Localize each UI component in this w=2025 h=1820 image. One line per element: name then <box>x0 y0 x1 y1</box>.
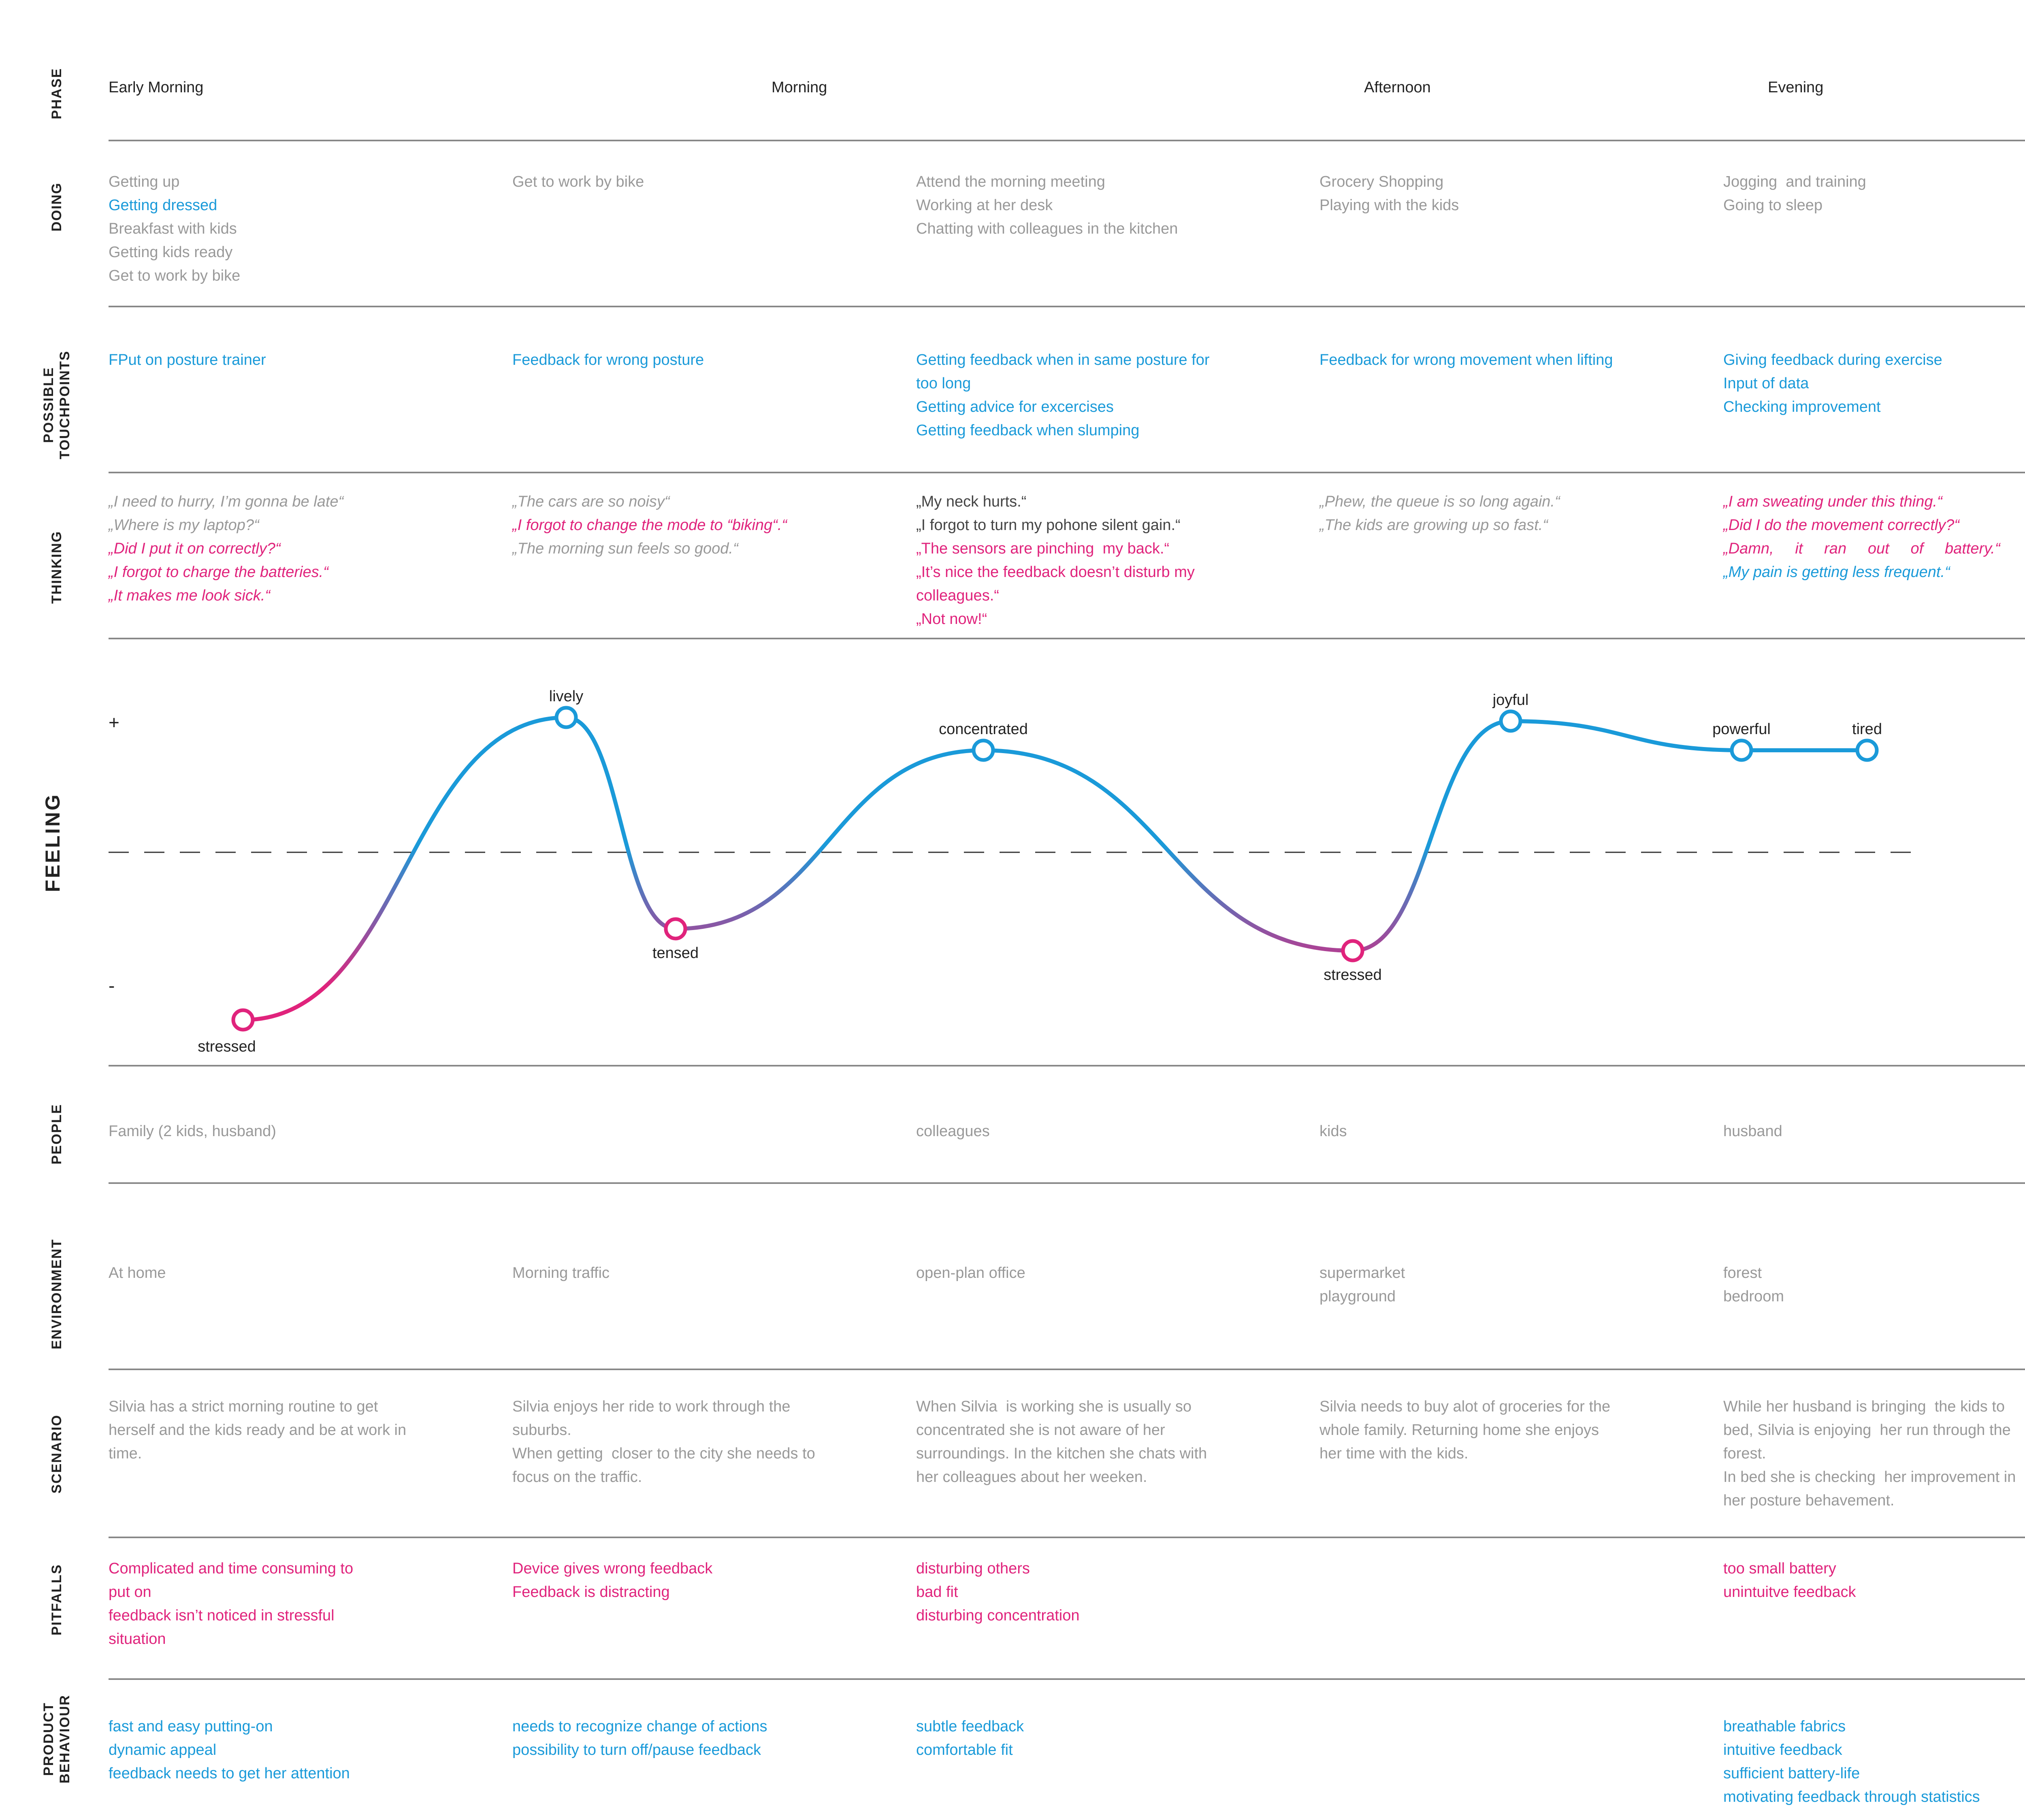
scenario-item: bed, Silvia is enjoying her run through the <box>1723 1422 2011 1439</box>
pitfalls-item: disturbing concentration <box>916 1607 1080 1624</box>
scenario-item: While her husband is bringing the kids to <box>1723 1398 2005 1415</box>
phase-morning: Morning <box>772 79 827 96</box>
pitfalls-item: bad fit <box>916 1584 958 1601</box>
environment-item: bedroom <box>1723 1288 1784 1305</box>
row-label-touchpoints <box>40 324 73 486</box>
feeling-point-label-6: powerful <box>1712 721 1771 738</box>
row-label-product <box>40 1658 73 1820</box>
scenario-item: When Silvia is working she is usually so <box>916 1398 1192 1415</box>
feeling-point-label-4: stressed <box>1324 966 1382 983</box>
doing-item: Getting kids ready <box>109 244 233 261</box>
doing-cell <box>916 170 1224 241</box>
touchpoints-cell <box>916 348 1224 442</box>
row-label-doing: DOING <box>49 182 64 232</box>
feeling-point-label-3: concentrated <box>939 721 1028 738</box>
feeling-curve-line <box>243 717 1867 1020</box>
feeling-point-label-1: lively <box>549 688 584 705</box>
product-item: sufficient battery-life <box>1723 1765 1860 1782</box>
divider-thinking <box>109 638 2025 639</box>
scenario-item: When getting closer to the city she needs to <box>512 1445 815 1462</box>
divider-phase <box>109 140 2025 141</box>
people-cell <box>1319 1120 1627 1143</box>
thinking-item: „My neck hurts.“ <box>916 493 1027 510</box>
divider-doing <box>109 306 2025 307</box>
scenario-cell <box>1319 1395 1627 1465</box>
pitfalls-item: Complicated and time consuming to <box>109 1560 354 1577</box>
thinking-item: „Did I put it on correctly?“ <box>109 540 281 557</box>
scenario-item: whole family. Returning home she enjoys <box>1319 1422 1599 1439</box>
scenario-cell <box>512 1395 820 1489</box>
thinking-item: „I am sweating under this thing.“ <box>1723 493 1942 510</box>
thinking-item: „Phew, the queue is so long again.“ <box>1319 493 1560 510</box>
people-cell <box>1723 1120 2025 1143</box>
scenario-item: Silvia needs to buy alot of groceries for the <box>1319 1398 1611 1415</box>
row-label-product-2: BEHAVIOUR <box>57 1694 72 1784</box>
touchpoints-cell <box>1723 348 2025 419</box>
thinking-item: „It makes me look sick.“ <box>109 587 271 604</box>
scenario-item: suburbs. <box>512 1422 571 1439</box>
environment-cell <box>1723 1261 2025 1308</box>
product-item: intuitive feedback <box>1723 1741 1842 1758</box>
product-cell <box>109 1715 416 1785</box>
environment-cell <box>1319 1261 1627 1308</box>
row-label-touchpoints-2: TOUCHPOINTS <box>57 350 72 460</box>
feeling-point-7 <box>1857 741 1877 760</box>
environment-item: At home <box>109 1264 166 1281</box>
thinking-item: „I forgot to change the mode to “biking“.“ <box>512 517 787 534</box>
touchpoints-item: Checking improvement <box>1723 398 1881 415</box>
scenario-cell <box>1723 1395 2025 1512</box>
feeling-point-0 <box>233 1010 253 1030</box>
doing-item: Grocery Shopping <box>1319 173 1444 190</box>
row-label-scenario: SCENARIO <box>49 1414 64 1494</box>
doing-item: Breakfast with kids <box>109 220 237 237</box>
doing-item: Playing with the kids <box>1319 197 1459 214</box>
phase-evening: Evening <box>1768 79 1824 96</box>
product-item: needs to recognize change of actions <box>512 1718 767 1735</box>
thinking-cell <box>1723 490 2025 584</box>
environment-cell <box>916 1261 1224 1285</box>
divider-feeling <box>109 1065 2025 1066</box>
doing-cell <box>1723 170 2025 217</box>
doing-item: Jogging and training <box>1723 173 1866 190</box>
touchpoints-item: Input of data <box>1723 375 1809 392</box>
product-item: motivating feedback through statistics <box>1723 1788 1980 1805</box>
environment-item: forest <box>1723 1264 1762 1281</box>
scenario-cell <box>109 1395 416 1465</box>
environment-item: open-plan office <box>916 1264 1025 1281</box>
touchpoints-cell <box>1319 348 1627 372</box>
people-cell <box>916 1120 1224 1143</box>
row-label-touchpoints-1: POSSIBLE <box>41 367 56 443</box>
scenario-item: forest. <box>1723 1445 1766 1462</box>
environment-cell <box>512 1261 820 1285</box>
pitfalls-item: too small battery <box>1723 1560 1836 1577</box>
row-label-product-1: PRODUCT <box>41 1702 56 1776</box>
scenario-item: focus on the traffic. <box>512 1469 642 1486</box>
doing-item: Get to work by bike <box>109 267 241 284</box>
thinking-item: „Did I do the movement correctly?“ <box>1723 517 1959 534</box>
thinking-item: „My pain is getting less frequent.“ <box>1723 564 1950 581</box>
thinking-item: „I forgot to turn my pohone silent gain.“ <box>916 517 1181 534</box>
scenario-item: concentrated she is not aware of her <box>916 1422 1165 1439</box>
thinking-item: „The sensors are pinching my back.“ <box>916 540 1170 557</box>
row-label-feeling: FEELING <box>41 793 64 892</box>
thinking-cell <box>1319 490 1627 537</box>
thinking-item: „The morning sun feels so good.“ <box>512 540 738 557</box>
feeling-point-6 <box>1732 741 1751 760</box>
people-item: husband <box>1723 1123 1782 1140</box>
product-cell <box>512 1715 820 1762</box>
pitfalls-item: put on <box>109 1584 151 1601</box>
pitfalls-item: Device gives wrong feedback <box>512 1560 713 1577</box>
touchpoints-item: Getting feedback when in same posture for <box>916 351 1210 368</box>
people-item: kids <box>1319 1123 1347 1140</box>
thinking-cell <box>916 490 1224 631</box>
product-item: subtle feedback <box>916 1718 1024 1735</box>
touchpoints-item: Giving feedback during exercise <box>1723 351 1942 368</box>
thinking-cell <box>109 490 416 607</box>
environment-item: playground <box>1319 1288 1396 1305</box>
feeling-point-label-5: joyful <box>1492 692 1529 709</box>
pitfalls-item: disturbing others <box>916 1560 1030 1577</box>
touchpoints-item: too long <box>916 375 971 392</box>
product-item: fast and easy putting-on <box>109 1718 273 1735</box>
feeling-point-label-0: stressed <box>198 1038 256 1055</box>
product-item: feedback needs to get her attention <box>109 1765 350 1782</box>
scenario-item: her time with the kids. <box>1319 1445 1469 1462</box>
product-item: dynamic appeal <box>109 1741 217 1758</box>
touchpoints-cell <box>512 348 820 372</box>
phase-afternoon: Afternoon <box>1364 79 1431 96</box>
pitfalls-item: feedback isn’t noticed in stressful <box>109 1607 335 1624</box>
pitfalls-cell <box>1723 1557 2025 1604</box>
scenario-item: her colleagues about her weeken. <box>916 1469 1147 1486</box>
feeling-point-label-2: tensed <box>652 945 699 962</box>
doing-item: Chatting with colleagues in the kitchen <box>916 220 1178 237</box>
divider-people <box>109 1182 2025 1184</box>
touchpoints-item: FPut on posture trainer <box>109 351 266 368</box>
thinking-item: „The kids are growing up so fast.“ <box>1319 517 1548 534</box>
people-cell <box>109 1120 416 1143</box>
divider-environment <box>109 1369 2025 1370</box>
touchpoints-item: Feedback for wrong posture <box>512 351 704 368</box>
product-item: comfortable fit <box>916 1741 1013 1758</box>
divider-touchpoints <box>109 472 2025 473</box>
doing-item: Going to sleep <box>1723 197 1823 214</box>
touchpoints-item: Feedback for wrong movement when lifting <box>1319 351 1613 368</box>
doing-item: Attend the morning meeting <box>916 173 1105 190</box>
row-label-pitfalls: PITFALLS <box>49 1564 64 1636</box>
divider-pitfalls <box>109 1678 2025 1680</box>
thinking-cell <box>512 490 820 560</box>
feeling-minus-label: - <box>109 975 115 996</box>
product-item: breathable fabrics <box>1723 1718 1846 1735</box>
people-item: colleagues <box>916 1123 990 1140</box>
scenario-item: her posture behavement. <box>1723 1492 1895 1509</box>
doing-item: Get to work by bike <box>512 173 644 190</box>
pitfalls-item: unintuitve feedback <box>1723 1584 1856 1601</box>
scenario-item: Silvia has a strict morning routine to get <box>109 1398 378 1415</box>
scenario-item: In bed she is checking her improvement in <box>1723 1469 2016 1486</box>
pitfalls-item: Feedback is distracting <box>512 1584 670 1601</box>
touchpoints-cell <box>109 348 416 372</box>
thinking-item: „Where is my laptop?“ <box>109 517 259 534</box>
thinking-item: „Not now!“ <box>916 611 987 628</box>
product-item: possibility to turn off/pause feedback <box>512 1741 761 1758</box>
feeling-plus-label: + <box>109 712 119 733</box>
doing-cell <box>1319 170 1627 217</box>
feeling-point-label-7: tired <box>1852 721 1882 738</box>
environment-item: supermarket <box>1319 1264 1405 1281</box>
touchpoints-item: Getting feedback when slumping <box>916 422 1140 439</box>
scenario-cell <box>916 1395 1224 1489</box>
thinking-item: „I forgot to charge the batteries.“ <box>109 564 328 581</box>
product-cell <box>916 1715 1224 1762</box>
feeling-point-3 <box>974 741 993 760</box>
thinking-item: „Damn, it ran out of battery.“ <box>1723 540 2000 557</box>
feeling-point-2 <box>666 919 685 939</box>
touchpoints-item: Getting advice for excercises <box>916 398 1114 415</box>
environment-item: Morning traffic <box>512 1264 610 1281</box>
pitfalls-cell <box>916 1557 1224 1627</box>
divider-scenario <box>109 1537 2025 1538</box>
feeling-point-5 <box>1501 711 1520 731</box>
pitfalls-cell <box>109 1557 416 1651</box>
scenario-item: Silvia enjoys her ride to work through the <box>512 1398 791 1415</box>
people-item: Family (2 kids, husband) <box>109 1123 276 1140</box>
thinking-item: colleagues.“ <box>916 587 999 604</box>
scenario-item: surroundings. In the kitchen she chats with <box>916 1445 1207 1462</box>
feeling-curve-chart <box>0 648 2025 1057</box>
row-label-thinking: THINKING <box>49 530 64 604</box>
thinking-item: „The cars are so noisy“ <box>512 493 670 510</box>
doing-item: Getting dressed <box>109 197 217 214</box>
feeling-point-4 <box>1343 941 1362 960</box>
environment-cell <box>109 1261 416 1285</box>
scenario-item: herself and the kids ready and be at work in <box>109 1422 407 1439</box>
thinking-item: „I need to hurry, I’m gonna be late“ <box>109 493 344 510</box>
doing-cell <box>512 170 820 194</box>
row-label-people: PEOPLE <box>49 1104 64 1164</box>
doing-item: Getting up <box>109 173 180 190</box>
phase-early-morning: Early Morning <box>109 79 204 96</box>
thinking-item: „It’s nice the feedback doesn’t disturb my <box>916 564 1195 581</box>
row-label-environment: ENVIRONMENT <box>49 1239 64 1350</box>
doing-item: Working at her desk <box>916 197 1053 214</box>
feeling-point-1 <box>556 708 576 727</box>
row-label-phase: PHASE <box>49 68 64 119</box>
pitfalls-item: situation <box>109 1631 166 1648</box>
pitfalls-cell <box>512 1557 820 1604</box>
product-cell <box>1723 1715 2025 1809</box>
scenario-item: time. <box>109 1445 142 1462</box>
doing-cell <box>109 170 416 287</box>
